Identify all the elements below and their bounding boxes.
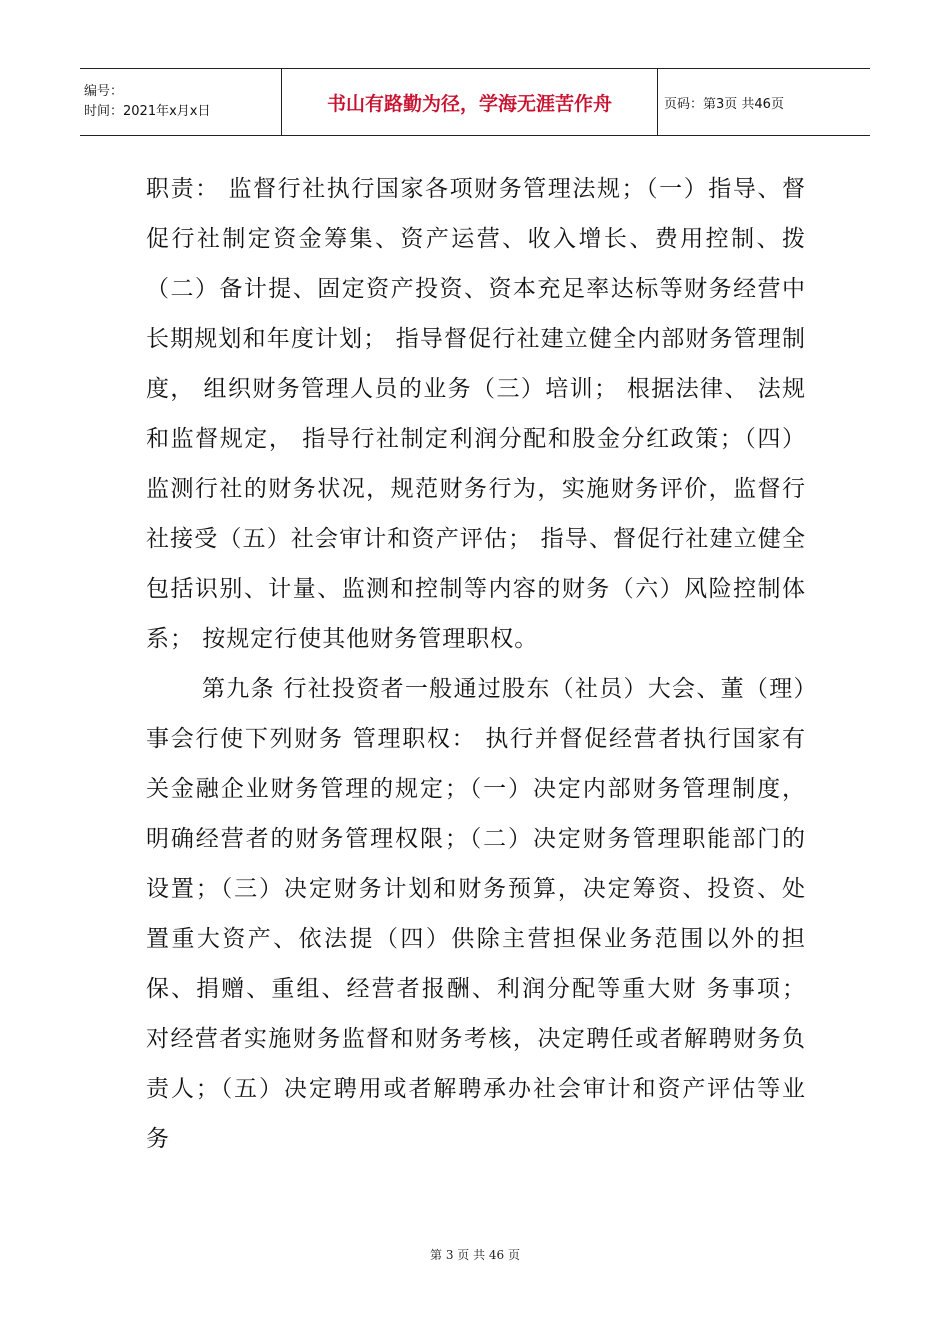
paragraph-article-9: 第九条 行社投资者一般通过股东（社员）大会、董（理）事会行使下列财务 管理职权： 执行并督促经营者执行国家有关金融企业财务管理的规定；（一）决定内部财务管理制度，明确经营者的财务管理权限；（二）决定财务管理职能部门的设置；（三）决定财务计划和财务预算，决定筹资、投资、处置重大资产、依法提（四）供除主营担保业务范围以外的担保、捐赠、重组、经营者报酬、利润分配等重大财 务事项； 对经营者实施财务监督和财务考核，决定聘任或者解聘财务负责人；（五）决定聘用或者解聘承办社会审计和资产评估等业务 xyxy=(146,676,806,1152)
page-header xyxy=(80,68,870,136)
header-page-info: 页码：第3页 共46页 xyxy=(664,96,784,112)
document-date-label: 时间：2021年x月x日 xyxy=(84,104,211,119)
header-motto: 书山有路勤为径，学海无涯苦作舟 xyxy=(282,69,658,135)
page-footer: 第 3 页 共 46 页 xyxy=(430,1248,520,1262)
paragraph-duties: 职责： 监督行社执行国家各项财务管理法规；（一）指导、督促行社制定资金筹集、资产运营、收入增长、费用控制、拨（二）备计提、固定资产投资、资本充足率达标等财务经营中长期规划和年度计划； 指导督促行社建立健全内部财务管理制度， 组织财务管理人员的业务（三）培训； 根据法律、 法规和监督规定， 指导行社制定利润分配和股金分红政策；（四）监测行社的财务状况，规范财务行为，实施财务评价，监督行社接受（五）社会审计和资产评估； 指导、督促行社建立健全包括识别、计量、监测和控制等内容的财务（六）风险控制体系； 按规定行使其他财务管理职权。 xyxy=(146,176,806,652)
document-number-label: 编号： xyxy=(84,84,124,99)
header-meta xyxy=(80,69,282,135)
document-body xyxy=(146,164,806,1164)
